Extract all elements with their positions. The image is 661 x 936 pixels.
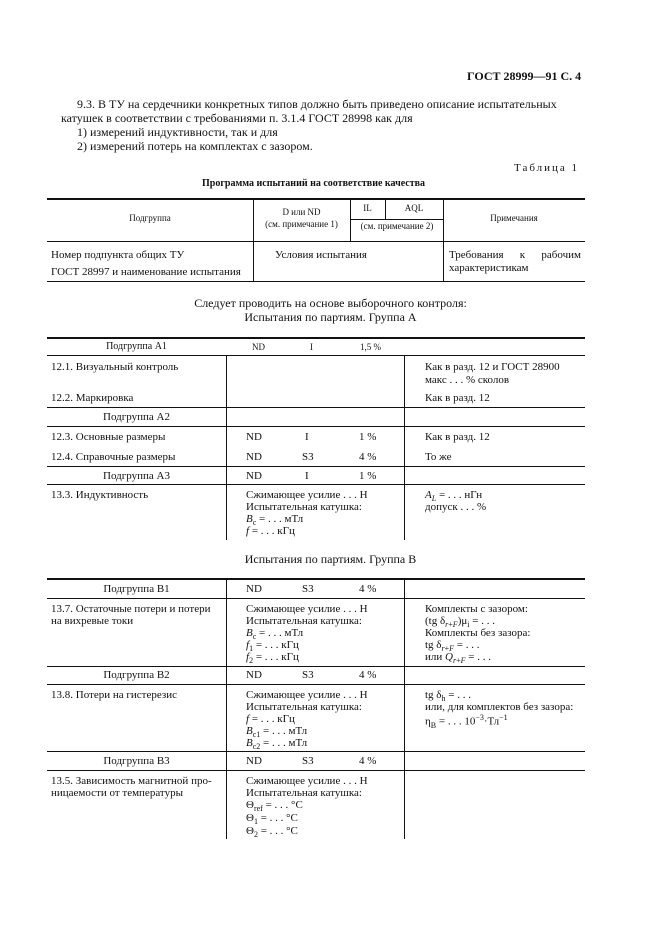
- subgroup-b1-il: S3: [302, 583, 314, 595]
- row-13-8-c1: Сжимающее усилие . . . Н: [246, 689, 368, 701]
- table-title: Программа испытаний на соответствие качества: [202, 178, 426, 189]
- row-12-4-aql: 4 %: [359, 451, 377, 463]
- subgroup-a2-label: Подгруппа А2: [103, 411, 170, 423]
- head-d-or-nd: D или ND: [282, 207, 321, 217]
- row-13-7-req4: tg $\delta_{r+F}$ = . . .: [425, 639, 480, 654]
- subgroup-b3-aql: 4 %: [359, 755, 377, 767]
- head-il: IL: [363, 203, 372, 213]
- row-12-3-name: 12.3. Основные размеры: [51, 431, 166, 443]
- subgroup-b1-label: Подгруппа В1: [103, 583, 170, 595]
- row-13-8-c3: f = . . . кГц: [246, 713, 295, 725]
- row-13-7-req2: (tg $\delta_{r+F})\mu_i$ = . . .: [425, 615, 495, 630]
- row-12-2-req: Как в разд. 12: [425, 392, 490, 404]
- row-13-7-name2: на вихревые токи: [51, 615, 134, 627]
- row-13-5-c2: Испытательная катушка:: [246, 787, 362, 799]
- row-13-8-name: 13.8. Потери на гистерезис: [51, 689, 177, 701]
- subgroup-a3-d: ND: [246, 470, 262, 482]
- row-13-7-req1: Комплекты с зазором:: [425, 603, 528, 615]
- row-13-7-req3: Комплекты без зазора:: [425, 627, 531, 639]
- row-13-7-c4: $f_1$ = . . . кГц: [246, 639, 299, 654]
- subgroup-a3-il: I: [305, 470, 309, 482]
- page-header-title: ГОСТ 28999—91 С. 4: [467, 69, 582, 83]
- row-13-5-c1: Сжимающее усилие . . . Н: [246, 775, 368, 787]
- subgroup-b2-label: Подгруппа В2: [103, 669, 170, 681]
- subgroup-a1-label: Подгруппа А1: [106, 341, 167, 352]
- row-13-5-c5: $\Theta_2$ = . . . °С: [246, 825, 298, 840]
- row-13-5-c4: $\Theta_1$ = . . . °С: [246, 812, 298, 827]
- row-12-4-d: ND: [246, 451, 262, 463]
- row-13-3-c3: $B_c$ = . . . мТл: [246, 513, 304, 528]
- subhead-col1-line1: Номер подпункта общих ТУ: [51, 249, 185, 261]
- row-13-7-c3: $B_c$ = . . . мТл: [246, 627, 304, 642]
- subgroup-b2-aql: 4 %: [359, 669, 377, 681]
- row-13-7-c1: Сжимающее усилие . . . Н: [246, 603, 368, 615]
- head-il-note: (см. примечание 2): [360, 221, 434, 231]
- row-13-3-req2: допуск . . . %: [425, 501, 487, 513]
- row-13-8-req2: или, для комплектов без зазора:: [425, 701, 574, 713]
- subgroup-a3-label: Подгруппа А3: [103, 470, 170, 482]
- row-13-7-c5: $f_2$ = . . . кГц: [246, 651, 299, 666]
- row-12-2-name: 12.2. Маркировка: [51, 392, 134, 404]
- subgroup-b2-il: S3: [302, 669, 314, 681]
- subgroup-a3-aql: 1 %: [359, 470, 377, 482]
- row-13-3-c2: Испытательная катушка:: [246, 501, 362, 513]
- intro-item-2: 2) измерений потерь на комплектах с зазором.: [77, 139, 313, 153]
- row-12-4-name: 12.4. Справочные размеры: [51, 451, 176, 463]
- intro-paragraph-line2: катушек в соответствии с требованиями п. 3.1.4 ГОСТ 28998 как для: [61, 111, 413, 125]
- row-12-1-req2: макс . . . % сколов: [425, 374, 510, 386]
- row-13-8-req3: $\eta_B$ = . . . $10^{-3}\cdot Тл^{-1}$: [425, 713, 508, 730]
- section-a-line1: Следует проводить на основе выборочного контроля:: [194, 296, 467, 310]
- table-header-rule: [47, 241, 585, 242]
- row-13-3-req1: $A_L$ = . . . нГн: [425, 489, 483, 504]
- intro-item-1: 1) измерений индуктивности, так и для: [77, 125, 278, 139]
- row-13-5-name2: ницаемости от температуры: [51, 787, 183, 799]
- row-13-8-c2: Испытательная катушка:: [246, 701, 362, 713]
- row-13-7-name1: 13.7. Остаточные потери и потери: [51, 603, 211, 615]
- head-aql: AQL: [404, 203, 424, 213]
- row-13-3-name: 13.3. Индуктивность: [51, 489, 149, 501]
- head-d-note: (см. примечание 1): [265, 219, 338, 229]
- subgroup-b1-d: ND: [246, 583, 262, 595]
- table-top-rule: [47, 198, 585, 200]
- row-12-4-req: То же: [425, 451, 452, 463]
- row-12-3-aql: 1 %: [359, 431, 377, 443]
- subhead-col3: Требования к рабочим характеристикам: [449, 249, 581, 274]
- subgroup-b3-label: Подгруппа В3: [103, 755, 170, 767]
- table-subheader-rule: [47, 281, 585, 282]
- row-13-8-c4: $B_{c1}$ = . . . мТл: [246, 725, 308, 740]
- row-13-8-req1: tg $\delta_h$ = . . .: [425, 689, 471, 704]
- subgroup-a1-aql: 1,5 %: [360, 342, 381, 352]
- subhead-col2: Условия испытания: [275, 249, 367, 261]
- intro-paragraph-line1: 9.3. В ТУ на сердечники конкретных типов должно быть приведено описание испытательных: [77, 97, 557, 111]
- row-13-7-c2: Испытательная катушка:: [246, 615, 362, 627]
- head-subgroup: Подгруппа: [129, 213, 171, 223]
- head-notes: Примечания: [490, 213, 538, 223]
- row-12-1-req1: Как в разд. 12 и ГОСТ 28900: [425, 361, 560, 373]
- subgroup-b3-il: S3: [302, 755, 314, 767]
- row-12-4-il: S3: [302, 451, 314, 463]
- subgroup-a1-d: ND: [252, 342, 265, 352]
- subgroup-b1-aql: 4 %: [359, 583, 377, 595]
- row-13-5-c3: $\Theta_{ref}$ = . . . °С: [246, 799, 303, 814]
- row-12-3-req: Как в разд. 12: [425, 431, 490, 443]
- row-13-7-req5: или $Q_{r+F}$ = . . .: [425, 651, 491, 666]
- row-13-8-c5: $B_{c2}$ = . . . мТл: [246, 737, 308, 752]
- subgroup-b3-d: ND: [246, 755, 262, 767]
- row-12-1-name: 12.1. Визуальный контроль: [51, 361, 179, 373]
- section-b-title: Испытания по партиям. Группа В: [244, 552, 417, 566]
- subgroup-b2-d: ND: [246, 669, 262, 681]
- row-12-3-il: I: [305, 431, 309, 443]
- table-label: Таблица 1: [514, 162, 580, 174]
- row-12-3-d: ND: [246, 431, 262, 443]
- subgroup-a1-il: I: [310, 342, 313, 352]
- row-13-5-name1: 13.5. Зависимость магнитной про-: [51, 775, 212, 787]
- row-13-3-c1: Сжимающее усилие . . . Н: [246, 489, 368, 501]
- row-13-3-c4: f = . . . кГц: [246, 525, 295, 537]
- section-a-line2: Испытания по партиям. Группа А: [244, 310, 417, 324]
- subhead-col1-line2: ГОСТ 28997 и наименование испытания: [51, 266, 241, 278]
